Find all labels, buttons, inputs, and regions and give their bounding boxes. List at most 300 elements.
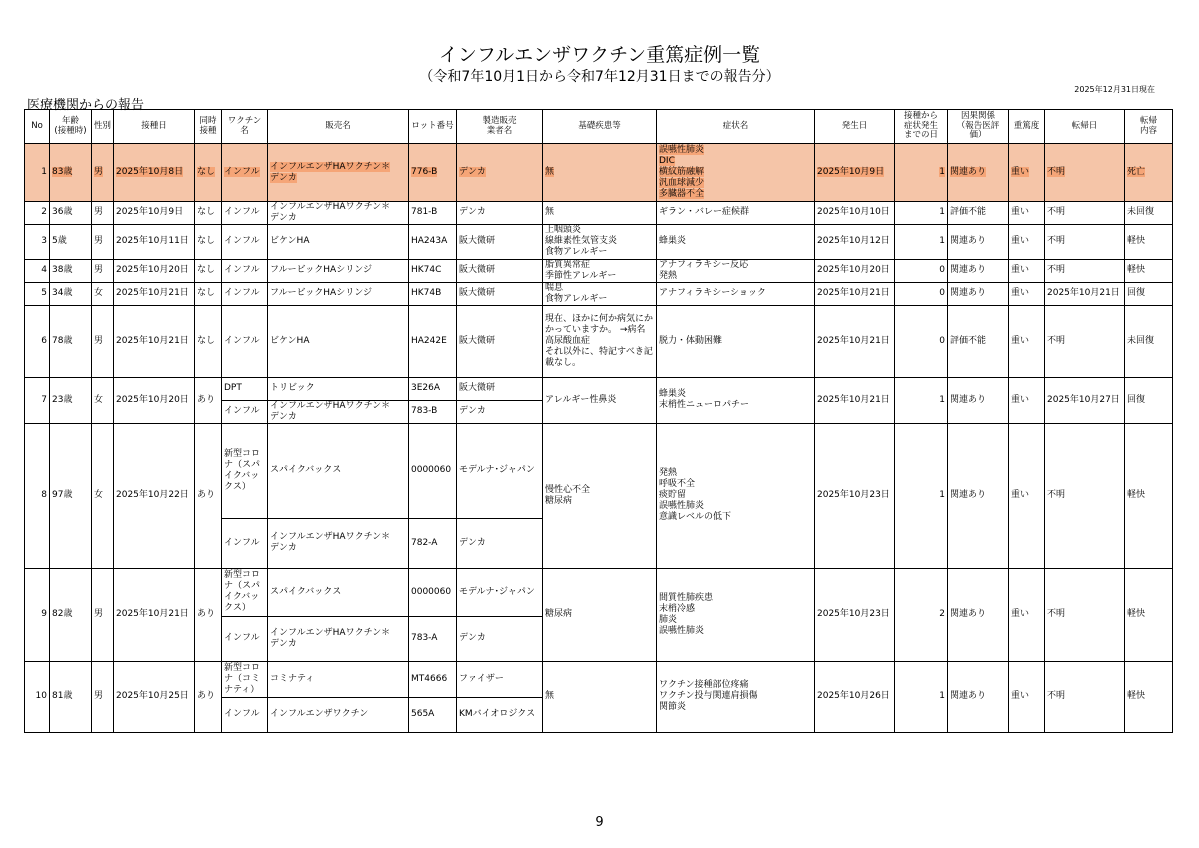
concurrent-text: あり bbox=[197, 490, 216, 501]
manufacturer-text: デンカ bbox=[459, 537, 486, 548]
product-name-text: スパイクバックス bbox=[270, 586, 342, 597]
page-title: インフルエンザワクチン重篤症例一覧 bbox=[438, 44, 761, 66]
manufacturer bbox=[457, 423, 543, 518]
vaccine-name bbox=[222, 697, 268, 732]
outcome bbox=[1125, 661, 1173, 732]
severity bbox=[1009, 282, 1045, 305]
severity-text: 重い bbox=[1011, 288, 1030, 299]
outcome-date-text: 不明 bbox=[1047, 236, 1066, 247]
onset-date-text: 2025年10月21日 bbox=[817, 394, 890, 405]
header-underlying: 基礎疾患等 bbox=[543, 110, 657, 144]
age bbox=[50, 305, 92, 377]
vaccination-date bbox=[114, 661, 195, 732]
sex-text: 男 bbox=[94, 207, 104, 218]
causality-text: 関連あり bbox=[950, 609, 987, 620]
symptoms-text: ギラン・バレー症候群 bbox=[659, 207, 750, 218]
page-subtitle: （令和7年10月1日から令和7年12月31日までの報告分） bbox=[419, 69, 780, 85]
days-to-onset bbox=[895, 224, 948, 259]
concurrent-text: なし bbox=[197, 207, 216, 218]
sex bbox=[92, 377, 114, 423]
case-no-text: 9 bbox=[41, 609, 47, 620]
outcome-date-text: 2025年10月21日 bbox=[1047, 288, 1120, 299]
product-name-text: インフルエンザHAワクチン＊ デンカ bbox=[270, 532, 391, 554]
symptoms bbox=[657, 224, 815, 259]
section-heading: 医療機関からの報告 bbox=[27, 98, 145, 113]
lot-number bbox=[409, 518, 457, 568]
sex-text: 男 bbox=[94, 236, 104, 247]
underlying-conditions bbox=[543, 423, 657, 568]
lot-number bbox=[409, 144, 457, 202]
symptoms bbox=[657, 568, 815, 661]
manufacturer-text: 阪大微研 bbox=[459, 236, 496, 247]
underlying-conditions bbox=[543, 377, 657, 423]
case-no bbox=[25, 305, 50, 377]
manufacturer bbox=[457, 305, 543, 377]
lot-number-text: 782-A bbox=[411, 537, 438, 548]
underlying-conditions bbox=[543, 305, 657, 377]
lot-number-text: HA242E bbox=[411, 335, 447, 346]
sex bbox=[92, 144, 114, 202]
sex-text: 男 bbox=[94, 335, 104, 346]
lot-number bbox=[409, 661, 457, 697]
causality bbox=[948, 224, 1009, 259]
vaccine-name-text: インフル bbox=[224, 288, 260, 299]
symptoms bbox=[657, 144, 815, 202]
vaccination-date-text: 2025年10月25日 bbox=[116, 691, 189, 702]
symptoms bbox=[657, 202, 815, 225]
severity bbox=[1009, 144, 1045, 202]
manufacturer bbox=[457, 400, 543, 423]
outcome-date bbox=[1045, 661, 1125, 732]
lot-number-text: HA243A bbox=[411, 236, 448, 247]
outcome-date bbox=[1045, 568, 1125, 661]
symptoms bbox=[657, 259, 815, 282]
symptoms-text: 蜂巣炎 末梢性ニューロパチー bbox=[659, 389, 750, 411]
vaccine-name-text: インフル bbox=[224, 406, 260, 417]
product-name-text: ビケンHA bbox=[270, 236, 310, 247]
onset-date-text: 2025年10月21日 bbox=[817, 335, 890, 346]
header-row bbox=[25, 110, 1173, 144]
days-to-onset bbox=[895, 259, 948, 282]
vaccination-date-text: 2025年10月9日 bbox=[116, 207, 184, 218]
causality bbox=[948, 282, 1009, 305]
underlying-conditions bbox=[543, 568, 657, 661]
underlying-conditions bbox=[543, 224, 657, 259]
vaccination-date bbox=[114, 259, 195, 282]
vaccine-name-text: DPT bbox=[224, 383, 242, 394]
concurrent-text: なし bbox=[197, 265, 216, 276]
lot-number-text: 776-B bbox=[411, 167, 438, 178]
vaccine-name bbox=[222, 282, 268, 305]
product-name bbox=[268, 305, 409, 377]
onset-date bbox=[815, 144, 895, 202]
onset-date-text: 2025年10月23日 bbox=[817, 609, 890, 620]
severity-text: 重い bbox=[1011, 490, 1030, 501]
onset-date-text: 2025年10月21日 bbox=[817, 288, 890, 299]
sex bbox=[92, 423, 114, 568]
product-name bbox=[268, 224, 409, 259]
manufacturer-text: デンカ bbox=[459, 633, 486, 644]
vaccine-name bbox=[222, 202, 268, 225]
outcome-date bbox=[1045, 259, 1125, 282]
header-outcome: 転帰 内容 bbox=[1125, 110, 1173, 144]
concurrent-text: なし bbox=[197, 236, 216, 247]
table-row bbox=[25, 305, 1173, 377]
vaccine-name-text: インフル bbox=[224, 167, 260, 178]
lot-number-text: HK74B bbox=[411, 288, 442, 299]
sex bbox=[92, 305, 114, 377]
underlying-conditions-text: 慢性心不全 糖尿病 bbox=[545, 484, 591, 506]
manufacturer bbox=[457, 144, 543, 202]
days-to-onset bbox=[895, 661, 948, 732]
outcome-date bbox=[1045, 282, 1125, 305]
symptoms-text: 間質性肺疾患 末梢冷感 肺炎 誤嚥性肺炎 bbox=[659, 592, 714, 636]
product-name-text: インフルエンザHAワクチン＊ デンカ bbox=[270, 161, 391, 183]
age bbox=[50, 144, 92, 202]
symptoms bbox=[657, 282, 815, 305]
vaccine-name bbox=[222, 224, 268, 259]
outcome-date bbox=[1045, 377, 1125, 423]
age bbox=[50, 661, 92, 732]
outcome bbox=[1125, 259, 1173, 282]
vaccination-date-text: 2025年10月20日 bbox=[116, 394, 189, 405]
product-name bbox=[268, 616, 409, 661]
vaccination-date bbox=[114, 423, 195, 568]
concurrent bbox=[195, 282, 222, 305]
days-to-onset bbox=[895, 202, 948, 225]
underlying-conditions-text: 上咽頭炎 線維素性気管支炎 食物アレルギー bbox=[545, 225, 618, 258]
product-name bbox=[268, 697, 409, 732]
vaccination-date-text: 2025年10月21日 bbox=[116, 609, 189, 620]
age-text: 97歳 bbox=[52, 490, 73, 501]
onset-date-text: 2025年10月12日 bbox=[817, 236, 890, 247]
causality bbox=[948, 568, 1009, 661]
header-lot: ロット番号 bbox=[409, 110, 457, 144]
case-no-text: 1 bbox=[41, 167, 47, 178]
vaccination-date bbox=[114, 377, 195, 423]
vaccine-name-text: インフル bbox=[224, 537, 260, 548]
symptoms-text: ワクチン接種部位疼痛 ワクチン投与関連肩損傷 関節炎 bbox=[659, 680, 758, 713]
outcome-date-text: 不明 bbox=[1047, 490, 1066, 501]
sex-text: 女 bbox=[94, 288, 104, 299]
symptoms-text: アナフィラキシー反応 発熱 bbox=[659, 259, 749, 281]
case-no-text: 5 bbox=[41, 288, 47, 299]
age-text: 83歳 bbox=[52, 167, 73, 178]
header-date: 接種日 bbox=[114, 110, 195, 144]
severity-text: 重い bbox=[1011, 609, 1030, 620]
concurrent bbox=[195, 568, 222, 661]
underlying-conditions-text: 無 bbox=[545, 167, 555, 178]
underlying-conditions-text: 現在、ほかに何か病気にかかっていますか。 →病名 高尿酸血症 それ以外に、特記すべき記載なし。 bbox=[545, 313, 654, 368]
case-no-text: 2 bbox=[41, 207, 47, 218]
causality bbox=[948, 423, 1009, 568]
vaccine-name bbox=[222, 377, 268, 400]
symptoms bbox=[657, 305, 815, 377]
days-to-onset-text: 1 bbox=[939, 167, 945, 178]
age bbox=[50, 224, 92, 259]
case-no-text: 4 bbox=[41, 265, 47, 276]
vaccination-date-text: 2025年10月21日 bbox=[116, 288, 189, 299]
outcome-date-text: 不明 bbox=[1047, 335, 1066, 346]
lot-number-text: MT4666 bbox=[411, 673, 448, 684]
days-to-onset-text: 1 bbox=[939, 207, 945, 218]
product-name bbox=[268, 661, 409, 697]
causality-text: 関連あり bbox=[950, 691, 987, 702]
case-no-text: 6 bbox=[41, 335, 47, 346]
outcome bbox=[1125, 202, 1173, 225]
outcome-date bbox=[1045, 305, 1125, 377]
product-name-text: インフルエンザHAワクチン＊ デンカ bbox=[270, 627, 391, 649]
underlying-conditions bbox=[543, 144, 657, 202]
causality-text: 関連あり bbox=[950, 288, 987, 299]
manufacturer bbox=[457, 224, 543, 259]
outcome-text: 軽快 bbox=[1127, 691, 1146, 702]
concurrent-text: なし bbox=[197, 288, 216, 299]
concurrent bbox=[195, 661, 222, 732]
concurrent bbox=[195, 423, 222, 568]
lot-number-text: 3E26A bbox=[411, 383, 441, 394]
causality bbox=[948, 202, 1009, 225]
lot-number bbox=[409, 568, 457, 616]
manufacturer bbox=[457, 259, 543, 282]
vaccination-date-text: 2025年10月21日 bbox=[116, 335, 189, 346]
product-name bbox=[268, 400, 409, 423]
table-row bbox=[25, 144, 1173, 202]
vaccine-name bbox=[222, 259, 268, 282]
vaccine-name-text: インフル bbox=[224, 335, 260, 346]
symptoms-text: 発熱 呼吸不全 痰貯留 誤嚥性肺炎 意識レベルの低下 bbox=[659, 468, 732, 523]
underlying-conditions-text: アレルギー性鼻炎 bbox=[545, 394, 617, 405]
outcome-text: 軽快 bbox=[1127, 490, 1146, 501]
product-name-text: コミナティ bbox=[270, 673, 315, 684]
case-no-text: 8 bbox=[41, 490, 47, 501]
outcome-date bbox=[1045, 144, 1125, 202]
symptoms-text: 誤嚥性肺炎 DIC 横紋筋融解 汎血球減少 多臓器不全 bbox=[659, 145, 705, 199]
causality bbox=[948, 305, 1009, 377]
table-row bbox=[25, 423, 1173, 518]
header-sex: 性別 bbox=[92, 110, 114, 144]
age-text: 78歳 bbox=[52, 335, 73, 346]
manufacturer bbox=[457, 202, 543, 225]
lot-number bbox=[409, 423, 457, 518]
sex bbox=[92, 224, 114, 259]
days-to-onset-text: 2 bbox=[939, 609, 945, 620]
symptoms bbox=[657, 377, 815, 423]
outcome-date-text: 不明 bbox=[1047, 609, 1066, 620]
onset-date-text: 2025年10月20日 bbox=[817, 265, 890, 276]
severity-text: 重い bbox=[1011, 236, 1030, 247]
product-name-text: ビケンHA bbox=[270, 335, 310, 346]
manufacturer bbox=[457, 661, 543, 697]
age bbox=[50, 423, 92, 568]
concurrent-text: なし bbox=[197, 335, 216, 346]
table-row bbox=[25, 282, 1173, 305]
header-causality: 因果関係 （報告医評 価） bbox=[948, 110, 1009, 144]
underlying-conditions-text: 無 bbox=[545, 207, 555, 218]
onset-date bbox=[815, 282, 895, 305]
outcome-text: 死亡 bbox=[1127, 167, 1146, 178]
underlying-conditions bbox=[543, 202, 657, 225]
outcome-text: 未回復 bbox=[1127, 207, 1155, 218]
lot-number-text: 783-A bbox=[411, 633, 438, 644]
product-name-text: インフルエンザHAワクチン＊ デンカ bbox=[270, 202, 391, 223]
case-no bbox=[25, 144, 50, 202]
lot-number-text: 0000060 bbox=[411, 465, 452, 476]
outcome-text: 回復 bbox=[1127, 288, 1146, 299]
symptoms bbox=[657, 423, 815, 568]
concurrent-text: なし bbox=[197, 167, 216, 178]
case-no bbox=[25, 282, 50, 305]
age bbox=[50, 282, 92, 305]
severity-text: 重い bbox=[1011, 691, 1030, 702]
manufacturer-text: KMバイオロジクス bbox=[459, 709, 536, 720]
days-to-onset-text: 1 bbox=[939, 490, 945, 501]
manufacturer bbox=[457, 568, 543, 616]
underlying-conditions-text: 無 bbox=[545, 691, 555, 702]
symptoms-text: 脱力・体動困難 bbox=[659, 335, 723, 346]
concurrent bbox=[195, 305, 222, 377]
product-name-text: フルービックHAシリンジ bbox=[270, 265, 372, 276]
sex-text: 女 bbox=[94, 394, 104, 405]
table-row bbox=[25, 568, 1173, 616]
age-text: 38歳 bbox=[52, 265, 73, 276]
product-name bbox=[268, 568, 409, 616]
product-name bbox=[268, 202, 409, 225]
manufacturer-text: 阪大微研 bbox=[459, 288, 496, 299]
outcome-text: 軽快 bbox=[1127, 265, 1146, 276]
sex bbox=[92, 202, 114, 225]
days-to-onset bbox=[895, 568, 948, 661]
severity-text: 重い bbox=[1011, 207, 1030, 218]
cases-table bbox=[24, 109, 1173, 733]
vaccination-date-text: 2025年10月8日 bbox=[116, 167, 184, 178]
manufacturer-text: モデルナ･ジャパン bbox=[459, 586, 535, 597]
severity-text: 重い bbox=[1011, 394, 1030, 405]
onset-date-text: 2025年10月9日 bbox=[817, 167, 885, 178]
outcome-text: 未回復 bbox=[1127, 335, 1155, 346]
case-no bbox=[25, 202, 50, 225]
table-row bbox=[25, 202, 1173, 225]
outcome-date bbox=[1045, 202, 1125, 225]
sex bbox=[92, 259, 114, 282]
header-symptoms: 症状名 bbox=[657, 110, 815, 144]
vaccine-name bbox=[222, 423, 268, 518]
onset-date bbox=[815, 259, 895, 282]
header-no: No bbox=[25, 110, 50, 144]
severity bbox=[1009, 568, 1045, 661]
lot-number-text: 781-B bbox=[411, 207, 438, 218]
vaccination-date bbox=[114, 568, 195, 661]
age-text: 5歳 bbox=[52, 236, 67, 247]
product-name-text: インフルエンザワクチン bbox=[270, 709, 369, 720]
table-row bbox=[25, 259, 1173, 282]
onset-date bbox=[815, 661, 895, 732]
causality-text: 評価不能 bbox=[950, 207, 987, 218]
days-to-onset bbox=[895, 305, 948, 377]
lot-number bbox=[409, 282, 457, 305]
vaccine-name-text: 新型コロナ（コミナティ） bbox=[224, 662, 261, 695]
age-text: 34歳 bbox=[52, 288, 73, 299]
product-name bbox=[268, 259, 409, 282]
outcome-date-text: 不明 bbox=[1047, 207, 1066, 218]
days-to-onset bbox=[895, 377, 948, 423]
header-outcome-date: 転帰日 bbox=[1045, 110, 1125, 144]
sex-text: 男 bbox=[94, 167, 104, 178]
header-concurrent: 同時 接種 bbox=[195, 110, 222, 144]
header-age: 年齢 (接種時) bbox=[50, 110, 92, 144]
product-name bbox=[268, 144, 409, 202]
sex bbox=[92, 282, 114, 305]
severity bbox=[1009, 202, 1045, 225]
vaccination-date bbox=[114, 144, 195, 202]
vaccine-name bbox=[222, 518, 268, 568]
manufacturer-text: モデルナ･ジャパン bbox=[459, 465, 535, 476]
outcome-date-text: 不明 bbox=[1047, 167, 1066, 178]
days-to-onset bbox=[895, 423, 948, 568]
lot-number-text: 565A bbox=[411, 709, 435, 720]
concurrent bbox=[195, 224, 222, 259]
onset-date-text: 2025年10月10日 bbox=[817, 207, 890, 218]
vaccine-name bbox=[222, 305, 268, 377]
concurrent bbox=[195, 144, 222, 202]
days-to-onset-text: 0 bbox=[939, 265, 945, 276]
underlying-conditions bbox=[543, 282, 657, 305]
product-name bbox=[268, 282, 409, 305]
severity bbox=[1009, 259, 1045, 282]
manufacturer-text: デンカ bbox=[459, 406, 486, 417]
lot-number bbox=[409, 400, 457, 423]
outcome-text: 軽快 bbox=[1127, 609, 1146, 620]
onset-date bbox=[815, 202, 895, 225]
onset-date bbox=[815, 305, 895, 377]
manufacturer bbox=[457, 518, 543, 568]
vaccine-name-text: インフル bbox=[224, 207, 260, 218]
concurrent-text: あり bbox=[197, 609, 216, 620]
onset-date bbox=[815, 423, 895, 568]
vaccine-name bbox=[222, 616, 268, 661]
lot-number bbox=[409, 224, 457, 259]
header-severity: 重篤度 bbox=[1009, 110, 1045, 144]
sex bbox=[92, 568, 114, 661]
vaccine-name bbox=[222, 568, 268, 616]
vaccination-date bbox=[114, 202, 195, 225]
causality-text: 関連あり bbox=[950, 265, 987, 276]
manufacturer-text: 阪大微研 bbox=[459, 335, 496, 346]
vaccination-date bbox=[114, 224, 195, 259]
case-no bbox=[25, 224, 50, 259]
causality bbox=[948, 144, 1009, 202]
concurrent bbox=[195, 259, 222, 282]
causality-text: 関連あり bbox=[950, 167, 987, 178]
age-text: 82歳 bbox=[52, 609, 73, 620]
underlying-conditions-text: 糖尿病 bbox=[545, 609, 573, 620]
days-to-onset-text: 1 bbox=[939, 691, 945, 702]
vaccination-date-text: 2025年10月20日 bbox=[116, 265, 189, 276]
outcome-date-text: 2025年10月27日 bbox=[1047, 394, 1120, 405]
manufacturer-text: ファイザー bbox=[459, 673, 504, 684]
onset-date-text: 2025年10月26日 bbox=[817, 691, 890, 702]
manufacturer bbox=[457, 697, 543, 732]
age bbox=[50, 568, 92, 661]
days-to-onset bbox=[895, 144, 948, 202]
severity-text: 重い bbox=[1011, 335, 1030, 346]
as-of-date: 2025年12月31日現在 bbox=[1074, 85, 1155, 94]
lot-number bbox=[409, 259, 457, 282]
severity bbox=[1009, 377, 1045, 423]
concurrent bbox=[195, 377, 222, 423]
onset-date bbox=[815, 224, 895, 259]
outcome-date-text: 不明 bbox=[1047, 691, 1066, 702]
